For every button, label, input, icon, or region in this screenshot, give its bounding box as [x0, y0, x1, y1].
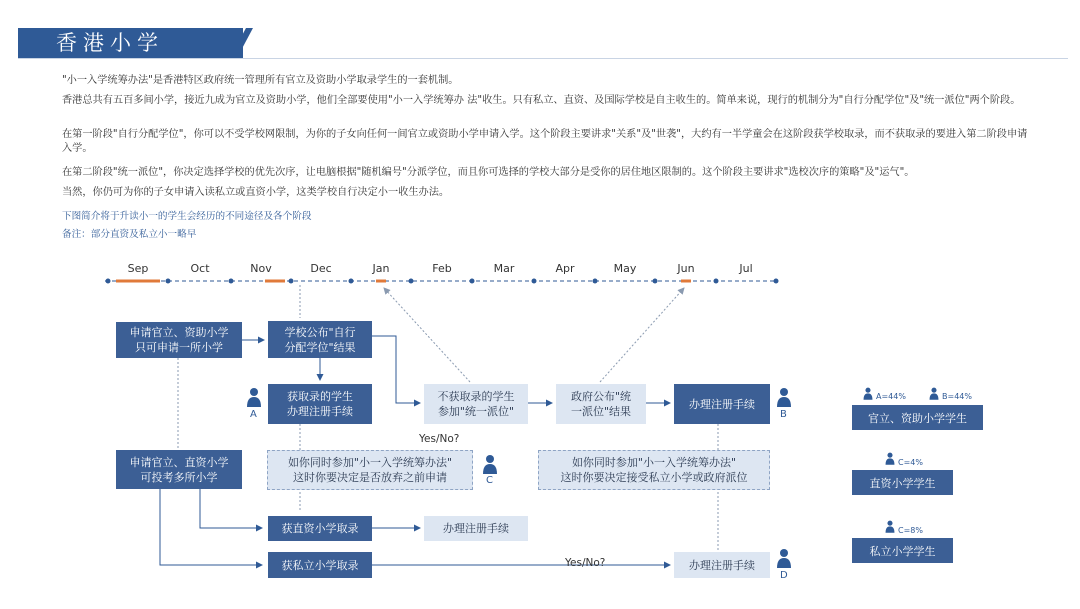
legend-percent-b: B=44%	[942, 392, 972, 401]
month-label: May	[613, 262, 637, 275]
intro-paragraph: 在第二阶段"统一派位"，你决定选择学校的优先次序，让电脑根据"随机编号"分派学位，而且你可选择的学校大部分是受你的居住地区限制的。这个阶段主要讲求"选校次序的策略"及"运气"。	[62, 167, 915, 178]
legend-gov-aided: 官立、资助小学学生	[852, 405, 983, 430]
month-label: Mar	[493, 262, 515, 275]
path-label-a: A	[250, 409, 257, 420]
path-label-c: C	[486, 475, 493, 486]
person-icon	[776, 548, 792, 570]
person-icon	[884, 452, 896, 466]
legend-percent-a: A=44%	[876, 392, 906, 401]
decide-accept-box: 如你同时参加"小一入学统筹办法" 这时你要决定接受私立小学或政府派位	[538, 450, 770, 490]
intro-paragraph: 当然，你仍可为你的子女申请入读私立或直资小学，这类学校自行决定小一收生办法。	[62, 187, 450, 198]
path-label-d: D	[780, 570, 788, 581]
month-label: Jun	[677, 262, 695, 275]
month-label: Apr	[555, 262, 575, 275]
dss-admitted-box: 获直资小学取录	[268, 516, 372, 541]
month-label: Sep	[127, 262, 149, 275]
diagram-note: 下图简介将于升读小一的学生会经历的不同途径及各个阶段	[62, 211, 312, 222]
person-icon	[246, 387, 262, 409]
legend-private: 私立小学学生	[852, 538, 953, 563]
path-label-b: B	[780, 409, 787, 420]
month-label: Dec	[310, 262, 332, 275]
page-title: 香港小学	[56, 31, 164, 55]
private-admitted-box: 获私立小学取录	[268, 552, 372, 578]
person-icon	[862, 387, 874, 401]
gov-allocation-announce-box: 政府公布"统 一派位"结果	[556, 384, 646, 424]
intro-paragraph: "小一入学统筹办法"是香港特区政府统一管理所有官立及资助小学取录学生的一套机制。	[62, 75, 459, 86]
register-b-box: 办理注册手续	[674, 384, 770, 424]
person-icon	[884, 520, 896, 534]
intro-paragraph: 在第一阶段"自行分配学位"，你可以不受学校网限制，为你的子女向任何一间官立或资助小学申请入学。这个阶段主要讲求"关系"及"世袭"，大约有一半学童会在这阶段获学校取录，而不获取录的要进入第二阶段申请入学。	[62, 129, 1028, 154]
month-label: Oct	[190, 262, 210, 275]
apply-dss-box: 申请官立、直资小学 可投考多所小学	[116, 450, 242, 489]
decide-withdraw-box: 如你同时参加"小一入学统筹办法" 这时你要决定是否放弃之前申请	[267, 450, 473, 490]
not-admitted-box: 不获取录的学生 参加"统一派位"	[424, 384, 528, 424]
month-label: Feb	[432, 262, 452, 275]
yes-no-label: Yes/No?	[419, 433, 460, 445]
month-label: Nov	[250, 262, 272, 275]
dss-register-box: 办理注册手续	[424, 516, 528, 541]
register-d-box: 办理注册手续	[674, 552, 770, 578]
school-announce-box: 学校公布"自行 分配学位"结果	[268, 321, 372, 358]
admitted-register-box: 获取录的学生 办理注册手续	[268, 384, 372, 424]
person-icon	[482, 454, 498, 476]
month-label: Jan	[372, 262, 390, 275]
intro-paragraph: 香港总共有五百多间小学，接近九成为官立及资助小学，他们全部要使用"小一入学统筹办 法"收生。只有私立、直资、及国际学校是自主收生的。简单来说，现行的机制分为"自行分配学位"及"统一派位"两个阶段。	[62, 95, 1021, 106]
person-icon	[776, 387, 792, 409]
person-icon	[928, 387, 940, 401]
legend-percent-c-private: C=8%	[898, 526, 923, 535]
legend-percent-c-dss: C=4%	[898, 458, 923, 467]
apply-gov-aided-box: 申请官立、资助小学 只可申请一所小学	[116, 322, 242, 358]
legend-dss: 直资小学学生	[852, 470, 953, 495]
diagram-note: 备注：部分直资及私立小一略早	[62, 229, 197, 240]
yes-no-label: Yes/No?	[565, 557, 606, 569]
month-label: Jul	[739, 262, 753, 275]
